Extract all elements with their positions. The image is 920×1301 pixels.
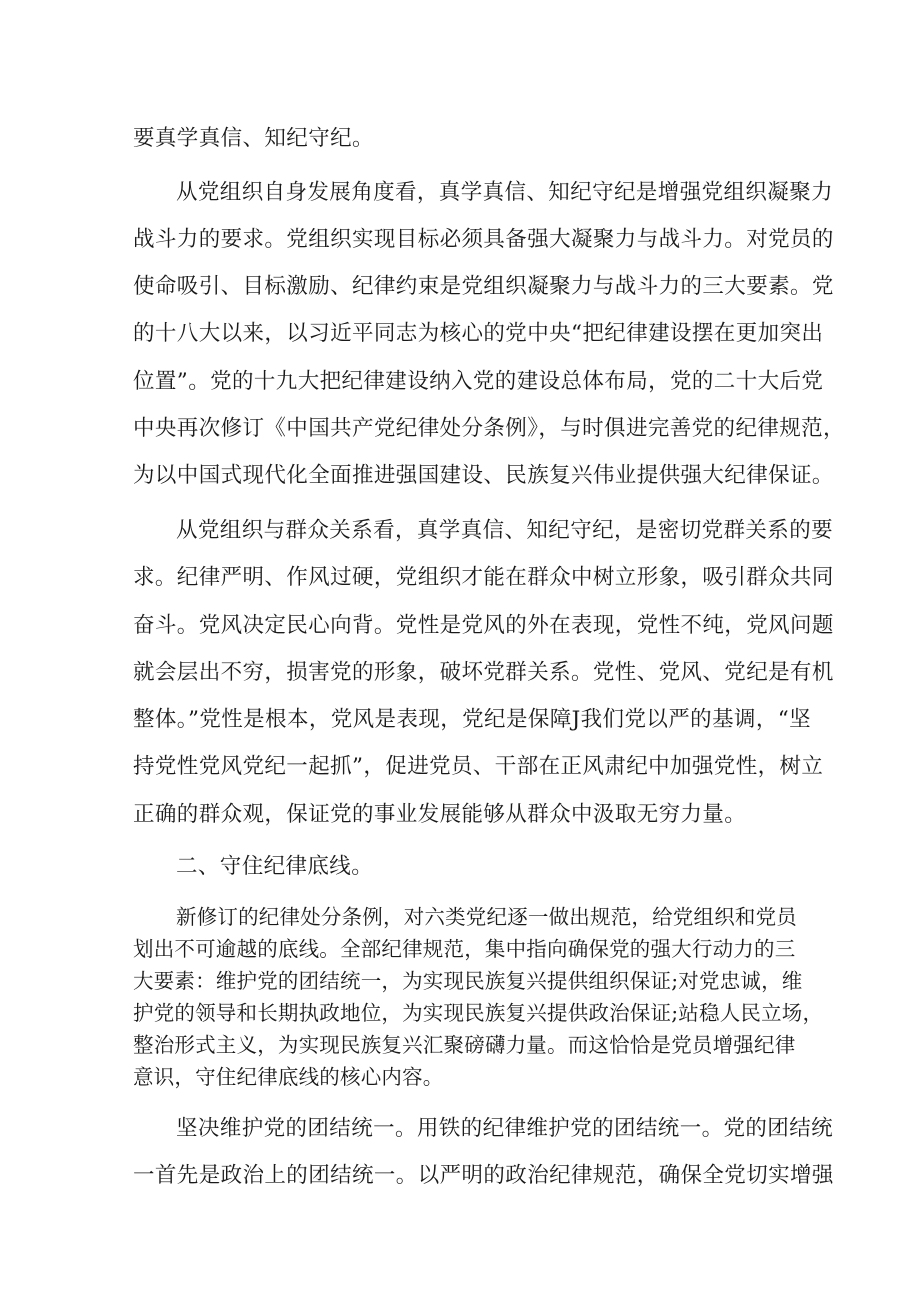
section-heading: 二、守住纪律底线。: [176, 854, 374, 879]
text-line: 整治形式主义，为实现民族复兴汇聚磅礴力量。而这恰恰是党员增强纪律: [133, 1033, 796, 1057]
text-line: 就会层出不穷，损害党的形象，破坏党群关系。党性、党风、党纪是有机: [133, 660, 834, 685]
text-line: 意识，守住纪律底线的核心内容。: [133, 1065, 444, 1089]
text-line: 中央再次修订《中国共产党纪律处分条例》，与时俱进完善党的纪律规范，: [133, 416, 845, 441]
text-line: 一首先是政治上的团结统一。以严明的政治纪律规范，确保全党切实增强: [133, 1163, 834, 1188]
text-line: 要真学真信、知纪守纪。: [133, 126, 374, 151]
text-line: 整体。”党性是根本，党风是表现，党纪是保障J我们党以严的基调，“坚: [133, 707, 812, 732]
paragraph-first-line: 从党组织与群众关系看，真学真信、知纪守纪，是密切党群关系的要: [176, 518, 834, 543]
text-line: 为以中国式现代化全面推进强国建设、民族复兴伟业提供强大纪律保证。: [133, 463, 834, 488]
text-line: 划出不可逾越的底线。全部纪律规范，集中指向确保党的强大行动力的三: [133, 937, 796, 961]
text-line: 使命吸引、目标激励、纪律约束是党组织凝聚力与战斗力的三大要素。党: [133, 274, 834, 299]
text-line: 持党性党风党纪一起抓”，促进党员、干部在正风肃纪中加强党性，树立: [133, 754, 824, 779]
paragraph-first-line: 新修订的纪律处分条例，对六类党纪逐一做出规范，给党组织和党员: [176, 905, 797, 929]
text-line: 求。纪律严明、作风过硬，党组织才能在群众中树立形象，吸引群众共同: [133, 565, 834, 590]
text-line: 奋斗。党风决定民心向背。党性是党风的外在表现，党性不纯，党风问题: [133, 613, 834, 638]
text-line: 正确的群众观，保证党的事业发展能够从群众中汲取无穷力量。: [133, 802, 747, 827]
paragraph-first-line: 坚决维护党的团结统一。用铁的纪律维护党的团结统一。党的团结统: [176, 1116, 834, 1141]
text-line: 战斗力的要求。党组织实现目标必须具备强大凝聚力与战斗力。对党员的: [133, 227, 834, 252]
text-line: 位置”。党的十九大把纪律建设纳入党的建设总体布局，党的二十大后党: [133, 369, 824, 394]
text-line: 护党的领导和长期执政地位，为实现民族复兴提供政治保证;站稳人民立场，: [133, 1001, 824, 1025]
paragraph-first-line: 从党组织自身发展角度看，真学真信、知纪守纪是增强党组织凝聚力: [176, 180, 834, 205]
text-line: 大要素：维护党的团结统一，为实现民族复兴提供组织保证;对党忠诚，维: [133, 969, 803, 993]
text-line: 的十八大以来，以习近平同志为核心的党中央“把纪律建设摆在更加突出: [133, 321, 824, 346]
